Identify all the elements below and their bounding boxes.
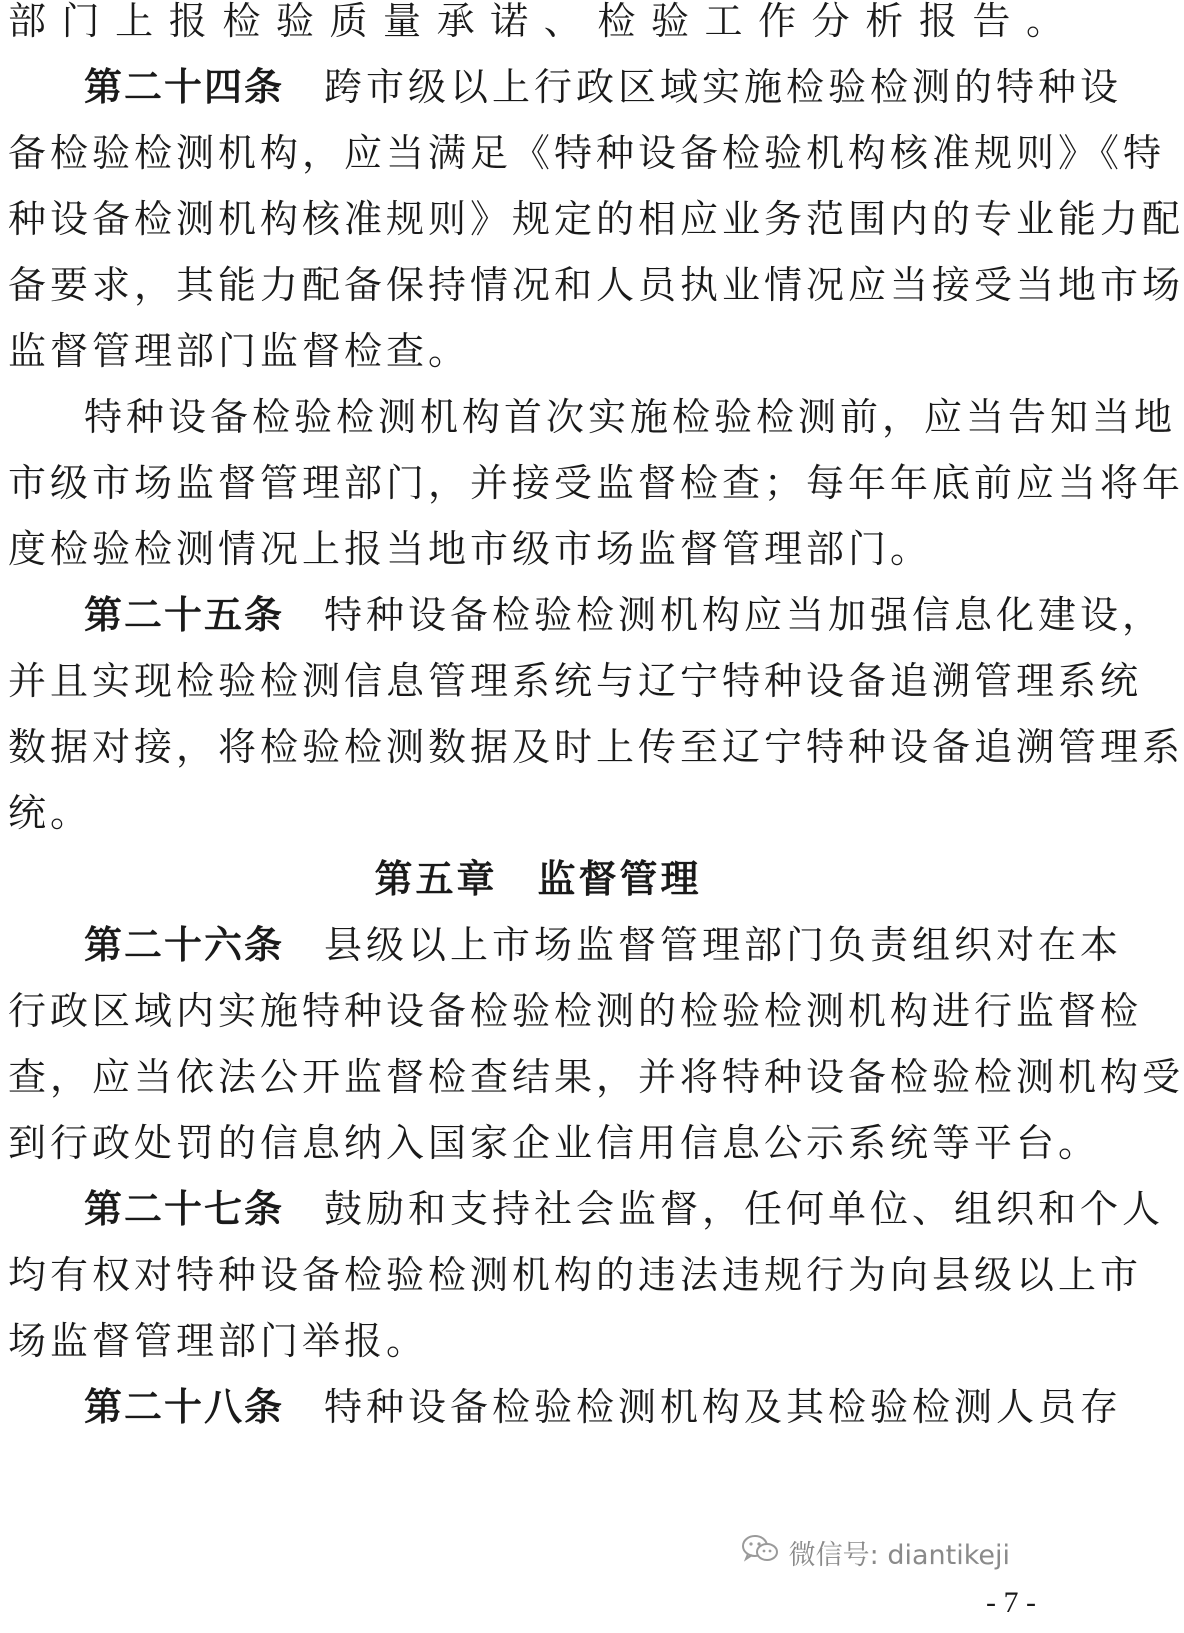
text-line: 行政区域内实施特种设备检验检测的检验检测机构进行监督检: [8, 989, 1143, 1033]
article-text: 县级以上市场监督管理部门负责组织对在本: [324, 923, 1123, 967]
article-title: 第二十六条: [84, 923, 285, 967]
article-text: 跨市级以上行政区域实施检验检测的特种设: [324, 65, 1123, 109]
text-line: 到行政处罚的信息纳入国家企业信用信息公示系统等平台。: [8, 1121, 1101, 1165]
text-line: 场监督管理部门举报。: [8, 1319, 429, 1363]
text-line: 并且实现检验检测信息管理系统与辽宁特种设备追溯管理系统: [8, 659, 1143, 703]
text-line: 备检验检测机构，应当满足《特种设备检验机构核准规则》《特: [8, 131, 1166, 175]
text-line: 种设备检测机构核准规则》规定的相应业务范围内的专业能力配: [8, 197, 1184, 241]
article-title: 第二十八条: [84, 1385, 285, 1429]
paragraph-first-line: 特种设备检验检测机构首次实施检验检测前，应当告知当地: [84, 395, 1177, 439]
document-body: [8, 0, 1184, 1440]
chapter-number: 第五章: [374, 857, 498, 901]
text-line: 查，应当依法公开监督检查结果，并将特种设备检验检测机构受: [8, 1055, 1184, 1099]
article-24-heading-line: [8, 54, 1123, 120]
chapter-heading: [8, 846, 1068, 912]
article-26-heading-line: [8, 912, 1123, 978]
article-25-heading-line: [8, 582, 1165, 648]
article-text: 特种设备检验检测机构应当加强信息化建设，: [324, 593, 1165, 637]
article-title: 第二十四条: [84, 65, 285, 109]
page-number: - 7 -: [986, 1586, 1036, 1619]
wechat-watermark: [741, 1532, 1010, 1572]
article-28-heading-line: [8, 1374, 1123, 1440]
article-text: 鼓励和支持社会监督，任何单位、组织和个人: [324, 1187, 1165, 1231]
text-line: 市级市场监督管理部门，并接受监督检查；每年年底前应当将年: [8, 461, 1184, 505]
text-line: 部门上报检验质量承诺、检验工作分析报告。: [8, 0, 1068, 43]
text-line: 数据对接，将检验检测数据及时上传至辽宁特种设备追溯管理系: [8, 725, 1184, 769]
text-line: 度检验检测情况上报当地市级市场监督管理部门。: [8, 527, 933, 571]
wechat-icon: [741, 1534, 789, 1571]
article-27-heading-line: [8, 1176, 1165, 1242]
chapter-title: 监督管理: [537, 857, 702, 901]
text-line: 均有权对特种设备检验检测机构的违法违规行为向县级以上市: [8, 1253, 1143, 1297]
text-line: 统。: [8, 791, 93, 835]
article-text: 特种设备检验检测机构及其检验检测人员存: [324, 1385, 1123, 1429]
article-title: 第二十七条: [84, 1187, 285, 1231]
text-line: 监督管理部门监督检查。: [8, 329, 471, 373]
text-line: 备要求，其能力配备保持情况和人员执业情况应当接受当地市场: [8, 263, 1184, 307]
article-title: 第二十五条: [84, 593, 285, 637]
watermark-text: 微信号: diantikeji: [788, 1539, 1010, 1571]
